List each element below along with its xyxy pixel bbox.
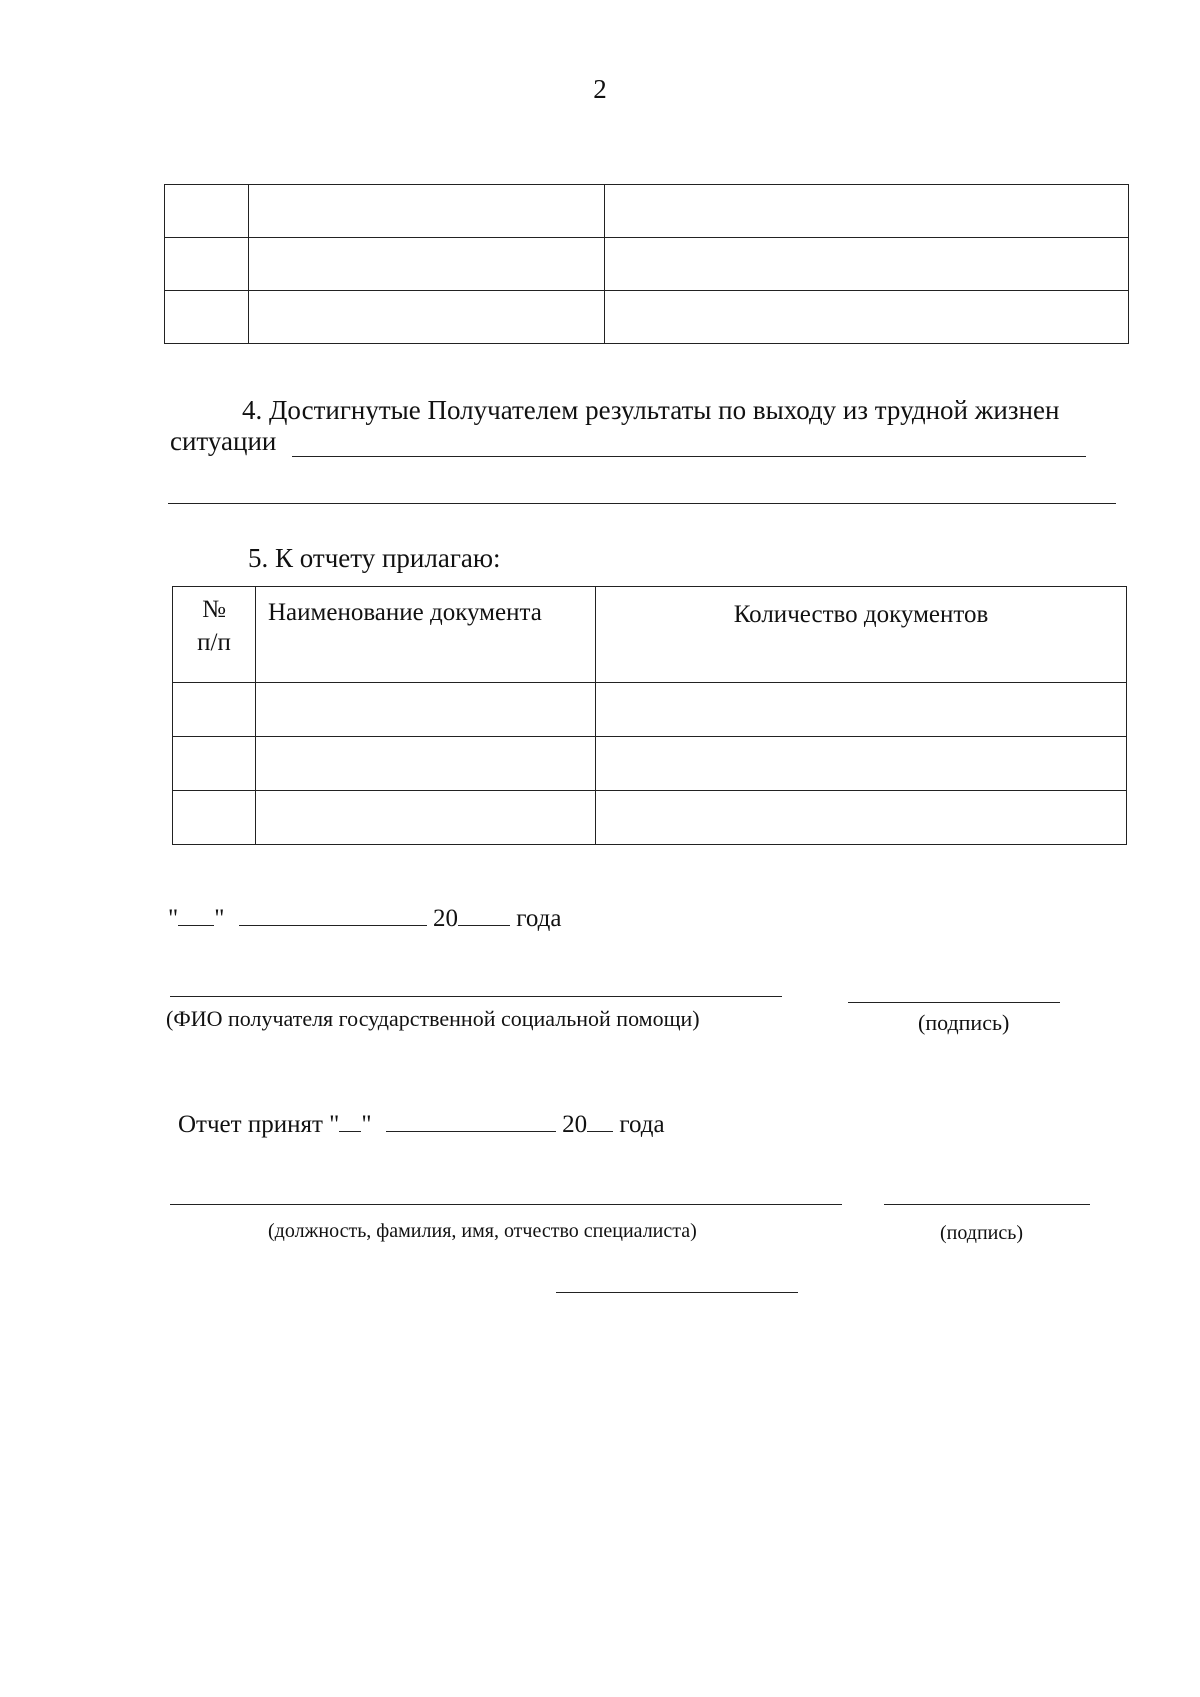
page-number: 2 <box>593 74 607 104</box>
day-blank[interactable] <box>178 903 214 926</box>
table-header-row <box>173 587 1127 683</box>
table-cell[interactable] <box>256 791 596 845</box>
closing-line <box>556 1292 798 1293</box>
recipient-signature-line[interactable] <box>848 1002 1060 1003</box>
accepted-year-prefix: 20 <box>562 1111 588 1138</box>
section5-title: 5. К отчету прилагаю: <box>248 543 501 573</box>
table-cell[interactable] <box>596 737 1127 791</box>
table-cell[interactable] <box>173 683 256 737</box>
year-prefix: 20 <box>432 905 458 932</box>
header-document-count: Количество документов <box>596 587 1127 683</box>
accepted-close-quote: " <box>361 1111 372 1138</box>
report-date <box>168 903 561 933</box>
section4-answer-line-2[interactable] <box>168 503 1116 504</box>
table-row <box>165 291 1129 344</box>
year-blank[interactable] <box>458 903 510 926</box>
table-row <box>173 791 1127 845</box>
accepted-year-suffix: года <box>619 1111 665 1138</box>
section4-line1: 4. Достигнутые Получателем результаты по выходу из трудной жизнен <box>242 395 1060 425</box>
report-accepted-date <box>178 1109 665 1139</box>
table-cell[interactable] <box>249 185 605 238</box>
month-blank[interactable] <box>239 903 427 926</box>
recipient-name-caption: (ФИО получателя государственной социальной помощи) <box>166 1006 700 1031</box>
table-cell[interactable] <box>173 737 256 791</box>
accepted-prefix: Отчет принят " <box>178 1111 340 1138</box>
year-suffix: года <box>516 905 562 932</box>
specialist-signature-line[interactable] <box>884 1204 1090 1205</box>
accepted-day-blank[interactable] <box>339 1109 361 1132</box>
table-cell[interactable] <box>173 791 256 845</box>
header-document-name: Наименование документа <box>256 587 596 683</box>
recipient-name-line[interactable] <box>170 996 782 997</box>
attachments-table <box>172 586 1127 845</box>
table-cell[interactable] <box>249 238 605 291</box>
table-cell[interactable] <box>165 291 249 344</box>
header-number-line1: № <box>202 596 226 623</box>
specialist-signature-caption: (подпись) <box>940 1222 1024 1244</box>
table-cell[interactable] <box>256 737 596 791</box>
header-number <box>173 587 256 683</box>
table-cell[interactable] <box>165 238 249 291</box>
table-row <box>173 683 1127 737</box>
header-number-line2: п/п <box>197 629 231 656</box>
table-cell[interactable] <box>596 791 1127 845</box>
table-row <box>165 238 1129 291</box>
table-cell[interactable] <box>596 683 1127 737</box>
date-close-quote: " <box>214 905 225 932</box>
recipient-signature-caption: (подпись) <box>918 1010 1010 1035</box>
table-cell[interactable] <box>256 683 596 737</box>
table-cell[interactable] <box>165 185 249 238</box>
table-row <box>165 185 1129 238</box>
section4-answer-line-1[interactable] <box>292 456 1086 457</box>
accepted-month-blank[interactable] <box>386 1109 556 1132</box>
specialist-name-line[interactable] <box>170 1204 842 1205</box>
table-cell[interactable] <box>249 291 605 344</box>
table-cell[interactable] <box>605 238 1129 291</box>
section4-line2: ситуации <box>170 426 277 456</box>
table-cell[interactable] <box>605 185 1129 238</box>
accepted-year-blank[interactable] <box>587 1109 613 1132</box>
table-cell[interactable] <box>605 291 1129 344</box>
date-open-quote: " <box>168 905 179 932</box>
table-row <box>173 737 1127 791</box>
specialist-name-caption: (должность, фамилия, имя, отчество специалиста) <box>268 1220 697 1242</box>
top-table <box>164 184 1129 344</box>
